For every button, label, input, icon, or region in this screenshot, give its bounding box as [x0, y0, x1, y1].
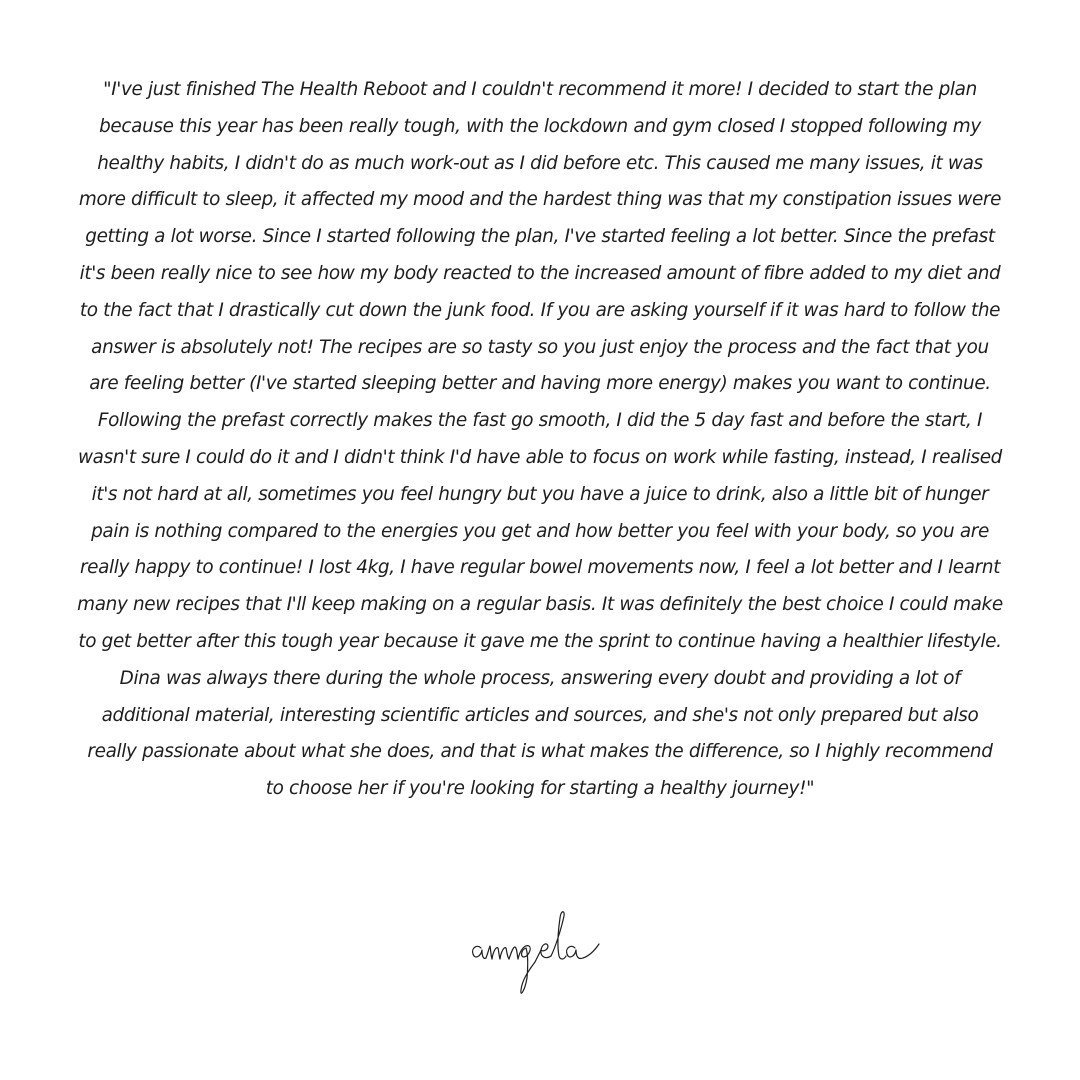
- handwritten-signature-graphic: [465, 900, 615, 1000]
- signature: [465, 900, 615, 1000]
- testimonial-quote: "I've just finished The Health Reboot and I couldn't recommend it more! I decided to start the plan because this year has been really tough, with the lockdown and gym closed I stopped following my healthy habits, I didn't do as much work-out as I did before etc. This caused me many issues, it was more difficult to sleep, it affected my mood and the hardest thing was that my constipation issues were getting a lot worse. Since I started following the plan, I've started feeling a lot better. Since the prefast it's been really nice to see how my body reacted to the increased amount of fibre added to my diet and to the fact that I drastically cut down the junk food. If you are asking yourself if it was hard to follow the answer is absolutely not! The recipes are so tasty so you just enjoy the process and the fact that you are feeling better (I've started sleeping better and having more energy) makes you want to continue. Following the prefast correctly makes the fast go smooth, I did the 5 day fast and before the start, I wasn't sure I could do it and I didn't think I'd have able to focus on work while fasting, instead, I realised it's not hard at all, sometimes you feel hungry but you have a juice to drink, also a little bit of hunger pain is nothing compared to the energies you get and how better you feel with your body, so you are really happy to continue! I lost 4kg, I have regular bowel movements now, I feel a lot better and I learnt many new recipes that I'll keep making on a regular basis. It was definitely the best choice I could make to get better after this tough year because it gave me the sprint to continue having a healthier lifestyle. Dina was always there during the whole process, answering every doubt and providing a lot of additional material, interesting scientific articles and sources, and she's not only prepared but also really passionate about what she does, and that is what makes the difference, so I highly recommend to choose her if you're looking for starting a healthy journey!": [77, 79, 1003, 800]
